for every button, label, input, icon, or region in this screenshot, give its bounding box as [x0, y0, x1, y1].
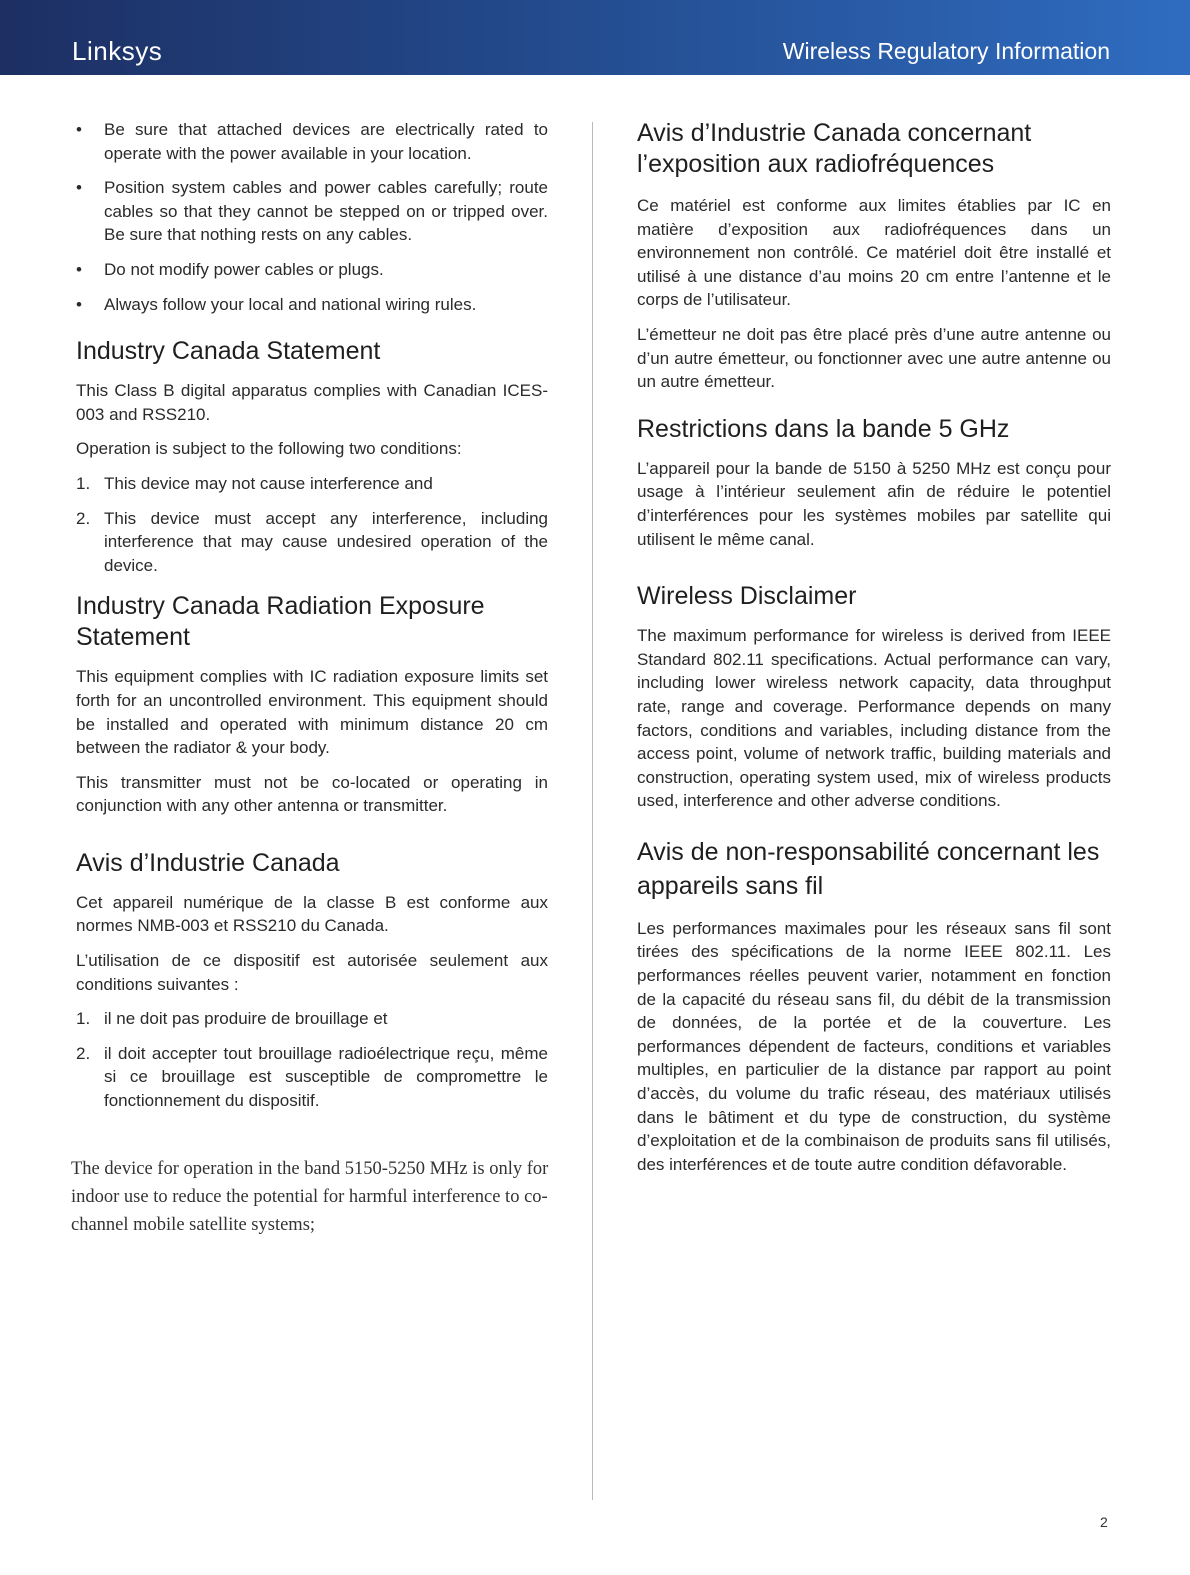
- paragraph: L’utilisation de ce dispositif est autorisée seulement aux conditions suivantes :: [76, 951, 548, 994]
- header-title: Wireless Regulatory Information: [782, 38, 1110, 64]
- section-heading-avis-rf: Avis d’Industrie Canada concernant l’exposition aux radiofréquences: [637, 119, 1032, 178]
- bullet-icon: •: [76, 294, 82, 314]
- page-header: [0, 0, 1190, 75]
- section-heading-restrictions: Restrictions dans la bande 5 GHz: [637, 414, 1010, 443]
- brand-logo-text: Linksys: [72, 36, 163, 66]
- paragraph: Operation is subject to the following two conditions:: [76, 439, 462, 459]
- paragraph: L’appareil pour la bande de 5150 à 5250 MHz est conçu pour usage à l’intérieur seulement afin de réduire le potentiel d’interférences pour les systèmes mobiles par satellite qui utilisent le même canal.: [637, 458, 1111, 549]
- paragraph: The maximum performance for wireless is derived from IEEE Standard 802.11 specifications. Actual performance can vary, including lower wireless network capacity, data throughput rate, range and coverage. Performance depends on many factors, conditions and variables, including distance from the access point, volume of network traffic, building materials and construction, operating system used, mix of wireless products used, interference and other adverse conditions.: [637, 626, 1111, 811]
- conditions-list: [76, 472, 548, 577]
- bullet-icon: •: [76, 259, 82, 279]
- bullet-item: • Be sure that attached devices are electrically rated to operate with the power available in your location.: [76, 120, 548, 163]
- paragraph: This equipment complies with IC radiation exposure limits set forth for an uncontrolled environment. This equipment should be installed and operated with minimum distance 20 cm between the radiator & your body.: [76, 667, 548, 758]
- bullet-item: • Position system cables and power cables carefully; route cables so that they cannot be stepped on or tripped over. Be sure that nothing rests on any cables.: [76, 178, 548, 245]
- numbered-item: 2. This device must accept any interference, including interference that may cause undesired operation of the device.: [76, 508, 548, 575]
- section-heading-wireless-disclaimer: Wireless Disclaimer: [637, 582, 857, 611]
- numbered-item: 1. This device may not cause interference and: [76, 473, 433, 493]
- paragraph: Cet appareil numérique de la classe B est conforme aux normes NMB-003 et RSS210 du Canada.: [76, 892, 548, 936]
- safety-bullet-list: [76, 118, 548, 316]
- bullet-item: • Do not modify power cables or plugs.: [76, 258, 548, 282]
- bullet-item: • Always follow your local and national wiring rules.: [76, 293, 548, 317]
- page-number: 2: [1100, 1514, 1108, 1530]
- paragraph: L’émetteur ne doit pas être placé près d’une autre antenne ou d’un autre émetteur, ou fonctionner avec une autre antenne ou un autre émetteur.: [637, 324, 1111, 392]
- section-heading-ic-radiation: Industry Canada Radiation Exposure Statement: [76, 592, 485, 652]
- numbered-item: 1. il ne doit pas produire de brouillage et: [76, 1009, 388, 1029]
- conditions-list-fr: [76, 1007, 548, 1112]
- left-column: [71, 118, 549, 1239]
- column-divider: [592, 122, 593, 1500]
- numbered-item: 2. il doit accepter tout brouillage radioélectrique reçu, même si ce brouillage est susceptible de compromettre le fonctionnement du dispositif.: [76, 1043, 548, 1111]
- paragraph: This Class B digital apparatus complies with Canadian ICES-003 and RSS210.: [76, 381, 548, 424]
- bullet-icon: •: [76, 178, 82, 198]
- paragraph: This transmitter must not be co-located or operating in conjunction with any other antenna or transmitter.: [76, 772, 548, 816]
- paragraph: Ce matériel est conforme aux limites établies par IC en matière d’exposition aux radiofréquences dans un environnement non contrôlé. Ce matériel doit être installé et utilisé à une distance d’au moins 20 cm entre l’antenne et le corps de l’utilisateur.: [637, 196, 1111, 310]
- paragraph: Les performances maximales pour les réseaux sans fil sont tirées des spécifications de la norme IEEE 802.11. Les performances réelles peuvent varier, notamment en fonction de la capacité du réseau sans fil, du débit de la transmission de données, de la portée et de la couverture. Les performances dépendent de facteurs, conditions et variables multiples, en particulier de la distance par rapport au point d’accès, du volume du trafic réseau, des matériaux utilisés dans le bâtiment et du type de construction, du système d’exploitation et de la combinaison de produits sans fil utilisés, des interférences et de toute autre condition défavorable.: [637, 918, 1111, 1174]
- right-column: [637, 118, 1111, 1187]
- section-heading-avis-ic: Avis d’Industrie Canada: [76, 848, 340, 877]
- band-usage-note: The device for operation in the band 5150-5250 MHz is only for indoor use to reduce the potential for harmful interference to co-channel mobile satellite systems;: [71, 1158, 549, 1235]
- section-heading-avis-non-responsabilite: Avis de non-responsabilité concernant les appareils sans fil: [637, 837, 1100, 900]
- section-heading-ic-statement: Industry Canada Statement: [76, 337, 381, 366]
- bullet-icon: •: [76, 120, 82, 139]
